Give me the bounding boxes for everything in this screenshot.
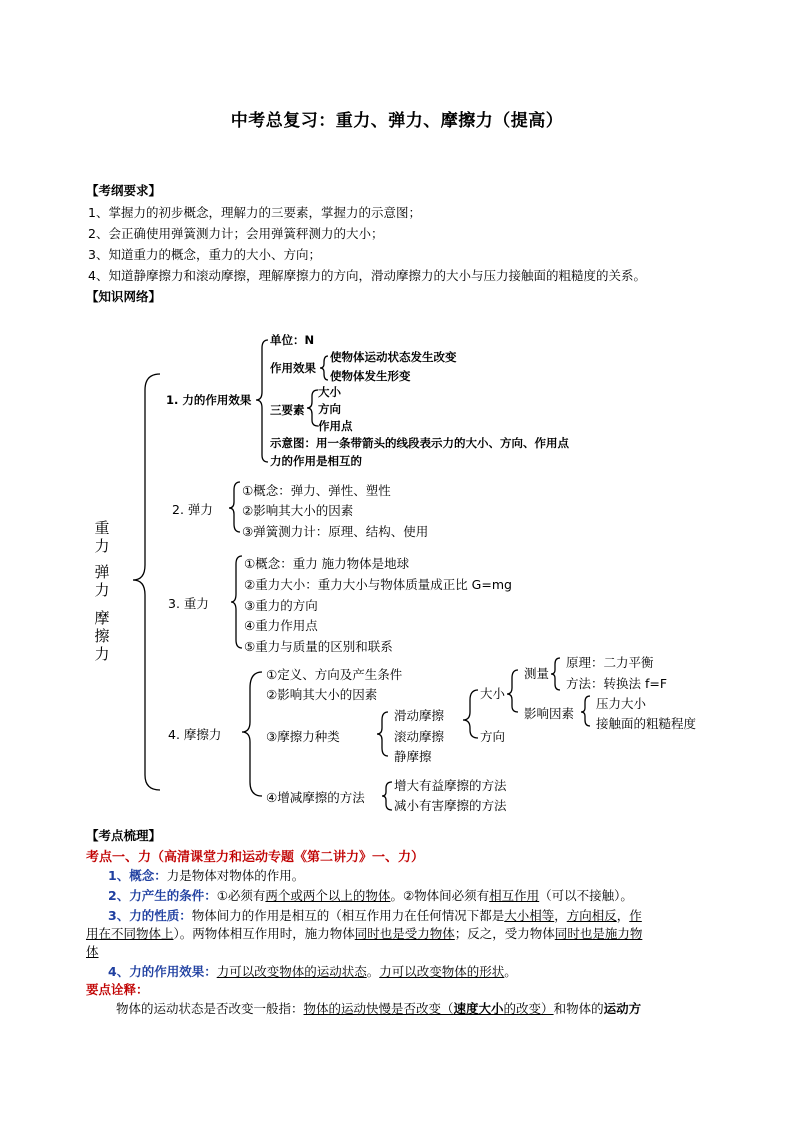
root-char: 力 xyxy=(94,645,110,663)
point-3-line3 xyxy=(86,942,99,960)
b1-three-item: 大小 xyxy=(318,385,341,399)
b2-label: 2. 弹力 xyxy=(172,502,213,517)
b1-three: 三要素 xyxy=(270,403,305,417)
network-heading: 【知识网络】 xyxy=(86,289,162,304)
point-3-underline: 作 xyxy=(629,908,642,923)
b3-label: 3. 重力 xyxy=(168,596,209,611)
point-4-underline: 力可以改变物体的运动状态 xyxy=(216,964,367,979)
point-1 xyxy=(108,866,304,884)
b4-item: ②影响其大小的因素 xyxy=(266,687,378,702)
point-4 xyxy=(108,962,517,980)
b4-measure: 测量 xyxy=(524,666,550,681)
b4-kind: 滚动摩擦 xyxy=(394,729,445,744)
point-2-text: （可以不接触）。 xyxy=(539,888,633,903)
b3-item: ②重力大小：重力大小与物体质量成正比 G=mg xyxy=(244,577,512,592)
three-brace xyxy=(307,390,318,426)
b4-brace xyxy=(242,672,262,796)
measure-brace xyxy=(551,658,560,690)
note-underline: 的改变） xyxy=(503,1001,554,1016)
note-bold: 速度大小 xyxy=(453,1001,504,1016)
b4-measure-item: 原理：二力平衡 xyxy=(566,655,654,670)
methods-brace xyxy=(382,782,392,810)
factors-brace xyxy=(581,696,590,726)
b4-item: ④增减摩擦的方法 xyxy=(266,790,365,805)
b2-brace xyxy=(229,482,240,532)
b1-three-item: 作用点 xyxy=(318,419,353,433)
point-3-line1 xyxy=(108,906,642,924)
point-3-underline: 用在不同物体上 xyxy=(86,926,174,941)
b3-item: ⑤重力与质量的区别和联系 xyxy=(244,639,393,654)
point-2-text: 。②物体间必须有 xyxy=(390,888,490,903)
b1-brace xyxy=(256,340,268,462)
point-3-text: ；反之，受力物体 xyxy=(454,926,555,941)
root-char: 重 xyxy=(94,519,110,537)
b4-dir: 方向 xyxy=(480,729,506,744)
b1-three-item: 方向 xyxy=(318,402,341,416)
b4-factors: 影响因素 xyxy=(524,706,575,721)
note-text: 物体的运动状态是否改变一般指： xyxy=(116,1001,304,1016)
root-char: 力 xyxy=(94,581,110,599)
size-dir-brace xyxy=(463,690,478,738)
note-underline: 物体的运动快慢是否改变（ xyxy=(303,1001,454,1016)
b4-factor-item: 压力大小 xyxy=(596,696,647,711)
requirement-item: 3、知道重力的概念，重力的大小、方向； xyxy=(88,247,321,262)
point-1-text: 力是物体对物体的作用。 xyxy=(166,868,305,883)
b1-mutual: 力的作用是相互的 xyxy=(270,454,362,468)
requirement-item: 4、知道静摩擦力和滚动摩擦，理解摩擦力的方向，滑动摩擦力的大小与压力接触面的粗糙度的关系。 xyxy=(88,268,646,283)
b4-factor-item: 接触面的粗糙程度 xyxy=(596,716,697,731)
b2-item: ②影响其大小的因素 xyxy=(242,503,354,518)
kinds-brace xyxy=(377,712,388,756)
points-heading: 【考点梳理】 xyxy=(86,828,162,843)
b1-effect: 作用效果 xyxy=(270,361,316,375)
b2-item: ①概念：弹力、弹性、塑性 xyxy=(242,483,391,498)
point-3-underline: 大小相等 xyxy=(504,908,555,923)
point-2 xyxy=(108,886,633,904)
size-brace xyxy=(507,670,518,712)
requirements-heading: 【考纲要求】 xyxy=(86,183,162,198)
point-3-text: 物体间力的作用是相互的（相互作用力在任何情况下都是 xyxy=(191,908,505,923)
point-3-text: ）。两物体相互作用时，施力物体 xyxy=(173,926,355,941)
b3-item: ③重力的方向 xyxy=(244,598,318,613)
b4-size: 大小 xyxy=(480,686,506,701)
point-3-underline: 体 xyxy=(86,944,99,959)
root-char: 擦 xyxy=(94,627,110,645)
kp1-title: 考点一、力（高清课堂力和运动专题《第二讲力》一、力） xyxy=(86,850,425,865)
point-3-text: ， xyxy=(616,908,630,923)
b4-kind: 滑动摩擦 xyxy=(394,708,445,723)
b4-item: ③摩擦力种类 xyxy=(266,729,340,744)
point-4-underline: 力可以改变物体的形状 xyxy=(379,964,505,979)
b2-item: ③弹簧测力计：原理、结构、使用 xyxy=(242,524,429,539)
note-text: 和物体的 xyxy=(553,1001,604,1016)
effect-brace xyxy=(320,356,328,380)
point-3-text: ， xyxy=(554,908,567,923)
point-2-underline: 两个或两个以上的物体 xyxy=(265,888,391,903)
b4-method: 增大有益摩擦的方法 xyxy=(394,778,507,793)
note-bold: 运动方 xyxy=(603,1001,642,1016)
point-3-line2 xyxy=(86,924,642,942)
requirement-item: 1、掌握力的初步概念，理解力的三要素，掌握力的示意图； xyxy=(88,205,421,220)
point-3-head: 3、力的性质： xyxy=(108,908,192,923)
b3-brace xyxy=(231,556,242,648)
b4-item: ①定义、方向及产生条件 xyxy=(266,667,403,682)
b4-method: 减小有害摩擦的方法 xyxy=(394,798,507,813)
point-3-underline: 同时也是施力物 xyxy=(554,926,643,941)
point-4-text: 。 xyxy=(366,964,380,979)
b3-item: ①概念：重力 施力物体是地球 xyxy=(244,556,410,571)
root-char: 力 xyxy=(94,537,110,555)
point-3-underline: 同时也是受力物体 xyxy=(354,926,455,941)
b3-item: ④重力作用点 xyxy=(244,618,318,633)
root-brace xyxy=(133,374,160,790)
point-4-head: 4、力的作用效果： xyxy=(108,964,217,979)
note-line xyxy=(116,999,641,1017)
b4-label: 4. 摩擦力 xyxy=(168,727,222,742)
root-char: 摩 xyxy=(94,609,110,627)
point-2-underline: 相互作用 xyxy=(489,888,540,903)
b1-label: 1. 力的作用效果 xyxy=(166,393,252,407)
b1-unit: 单位：N xyxy=(270,333,315,347)
point-1-head: 1、概念： xyxy=(108,868,167,883)
b4-measure-item: 方法：转换法 f=F xyxy=(566,676,668,691)
point-2-head: 2、力产生的条件： xyxy=(108,888,217,903)
b1-effect-item: 使物体运动状态发生改变 xyxy=(330,350,457,364)
b4-kind: 静摩擦 xyxy=(394,749,432,764)
b1-effect-item: 使物体发生形变 xyxy=(330,369,411,383)
b1-diagram: 示意图：用一条带箭头的线段表示力的大小、方向、作用点 xyxy=(270,436,569,450)
page-title: 中考总复习：重力、弹力、摩擦力（提高） xyxy=(230,111,564,131)
note-heading: 要点诠释： xyxy=(86,982,149,997)
point-2-text: ①必须有 xyxy=(216,888,266,903)
root-char: 弹 xyxy=(94,563,110,581)
point-3-underline: 方向相反 xyxy=(566,908,617,923)
requirement-item: 2、会正确使用弹簧测力计；会用弹簧秤测力的大小； xyxy=(88,226,384,241)
point-4-text: 。 xyxy=(504,964,517,979)
